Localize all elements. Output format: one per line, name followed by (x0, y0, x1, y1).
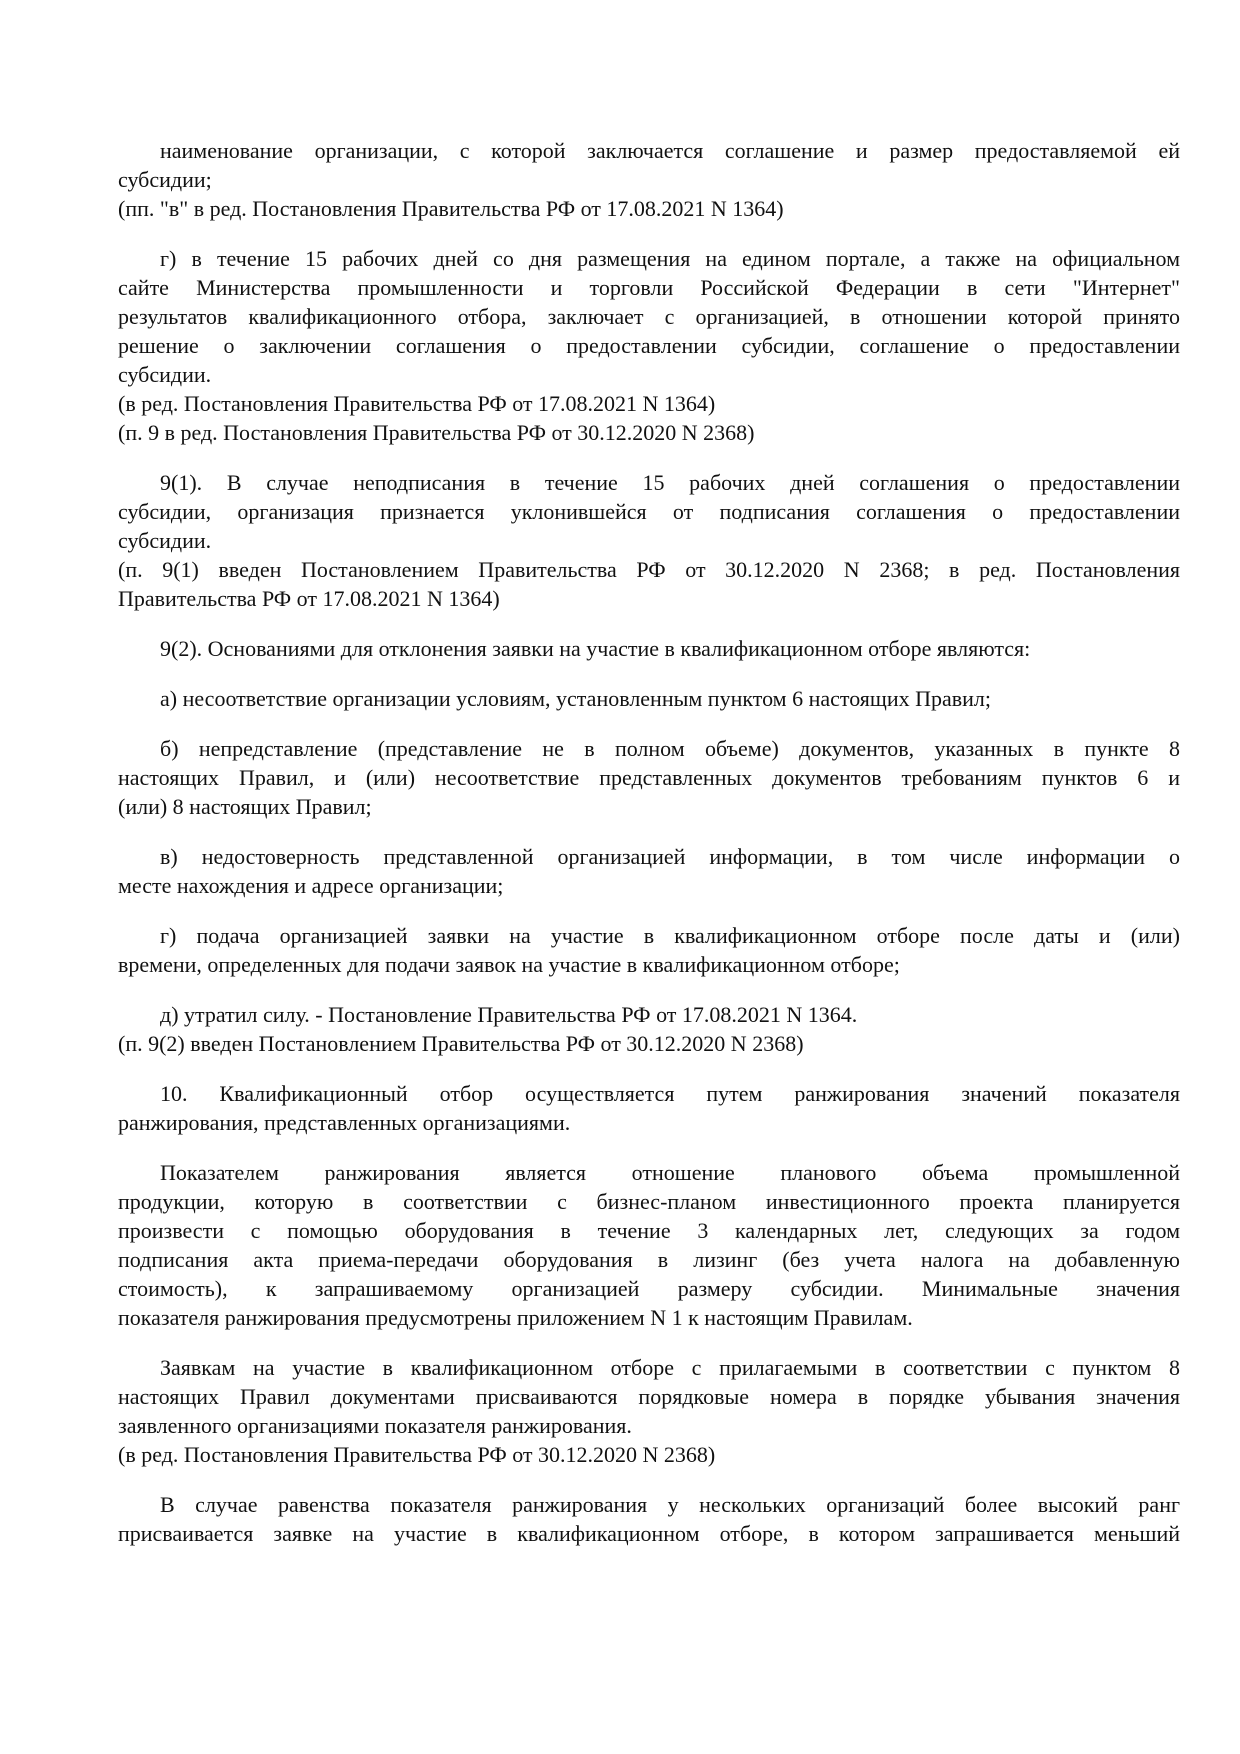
paragraph-line: настоящих Правил, и (или) несоответствие представленных документов требованиям пунктов 6 и (118, 765, 1180, 790)
amendment-note: (пп. "в" в ред. Постановления Правительства РФ от 17.08.2021 N 1364) (118, 196, 784, 221)
paragraph-line: а) несоответствие организации условиям, установленным пунктом 6 настоящих Правил; (160, 686, 992, 711)
document-page (118, 136, 1180, 1548)
amendment-note: (п. 9 в ред. Постановления Правительства РФ от 30.12.2020 N 2368) (118, 420, 755, 445)
paragraph-line: результатов квалификационного отбора, заключает с организацией, в отношении которой принято (118, 304, 1180, 329)
paragraph-line: В случае равенства показателя ранжирования у нескольких организаций более высокий ранг (160, 1492, 1180, 1517)
paragraph-line: решение о заключении соглашения о предоставлении субсидии, соглашение о предоставлении (118, 333, 1180, 358)
paragraph (118, 634, 1180, 663)
paragraph (118, 468, 1180, 613)
paragraph-line: присваивается заявке на участие в квалификационном отборе, в котором запрашивается меньший (118, 1521, 1180, 1546)
paragraph-line: 9(2). Основаниями для отклонения заявки на участие в квалификационном отборе являются: (160, 636, 1031, 661)
paragraph-line: б) непредставление (представление не в полном объеме) документов, указанных в пункте 8 (160, 736, 1180, 761)
paragraph-line: подписания акта приема-передачи оборудования в лизинг (без учета налога на добавленную (118, 1247, 1180, 1272)
paragraph-line: Заявкам на участие в квалификационном отборе с прилагаемыми в соответствии с пунктом 8 (160, 1355, 1180, 1380)
paragraph-line: субсидии; (118, 167, 212, 192)
paragraph-line: показателя ранжирования предусмотрены приложением N 1 к настоящим Правилам. (118, 1305, 913, 1330)
amendment-note: (п. 9(1) введен Постановлением Правительства РФ от 30.12.2020 N 2368; в ред. Постановления (118, 557, 1180, 582)
paragraph (118, 1353, 1180, 1469)
paragraph (118, 1000, 1180, 1058)
paragraph-line: времени, определенных для подачи заявок на участие в квалификационном отборе; (118, 952, 900, 977)
amendment-note: (в ред. Постановления Правительства РФ от 30.12.2020 N 2368) (118, 1442, 716, 1467)
paragraph-line: субсидии. (118, 528, 212, 553)
paragraph-line: настоящих Правил документами присваиваются порядковые номера в порядке убывания значения (118, 1384, 1180, 1409)
paragraph (118, 684, 1180, 713)
paragraph (118, 1158, 1180, 1332)
paragraph-line: наименование организации, с которой заключается соглашение и размер предоставляемой ей (160, 138, 1180, 163)
amendment-note: Правительства РФ от 17.08.2021 N 1364) (118, 586, 500, 611)
amendment-note: (в ред. Постановления Правительства РФ от 17.08.2021 N 1364) (118, 391, 716, 416)
paragraph (118, 244, 1180, 447)
paragraph-line: месте нахождения и адресе организации; (118, 873, 504, 898)
paragraph-line: г) в течение 15 рабочих дней со дня размещения на едином портале, а также на официальном (160, 246, 1180, 271)
paragraph-line: д) утратил силу. - Постановление Правительства РФ от 17.08.2021 N 1364. (160, 1002, 858, 1027)
paragraph (118, 1490, 1180, 1548)
paragraph-line: (или) 8 настоящих Правил; (118, 794, 372, 819)
amendment-note: (п. 9(2) введен Постановлением Правительства РФ от 30.12.2020 N 2368) (118, 1031, 804, 1056)
paragraph (118, 734, 1180, 821)
paragraph (118, 842, 1180, 900)
paragraph-line: продукции, которую в соответствии с бизнес-планом инвестиционного проекта планируется (118, 1189, 1180, 1214)
paragraph-line: стоимость), к запрашиваемому организацией размеру субсидии. Минимальные значения (118, 1276, 1180, 1301)
paragraph (118, 136, 1180, 223)
paragraph-line: г) подача организацией заявки на участие в квалификационном отборе после даты и (или) (160, 923, 1180, 948)
paragraph-line: сайте Министерства промышленности и торговли Российской Федерации в сети "Интернет" (118, 275, 1180, 300)
paragraph-line: 10. Квалификационный отбор осуществляется путем ранжирования значений показателя (160, 1081, 1180, 1106)
paragraph-line: в) недостоверность представленной организацией информации, в том числе информации о (160, 844, 1180, 869)
paragraph-line: 9(1). В случае неподписания в течение 15 рабочих дней соглашения о предоставлении (160, 470, 1180, 495)
paragraph-line: Показателем ранжирования является отношение планового объема промышленной (160, 1160, 1180, 1185)
paragraph-line: субсидии. (118, 362, 212, 387)
paragraph (118, 921, 1180, 979)
paragraph-line: ранжирования, представленных организациями. (118, 1110, 571, 1135)
paragraph-line: произвести с помощью оборудования в течение 3 календарных лет, следующих за годом (118, 1218, 1180, 1243)
paragraph (118, 1079, 1180, 1137)
paragraph-line: заявленного организациями показателя ранжирования. (118, 1413, 632, 1438)
paragraph-line: субсидии, организация признается уклонившейся от подписания соглашения о предоставлении (118, 499, 1180, 524)
